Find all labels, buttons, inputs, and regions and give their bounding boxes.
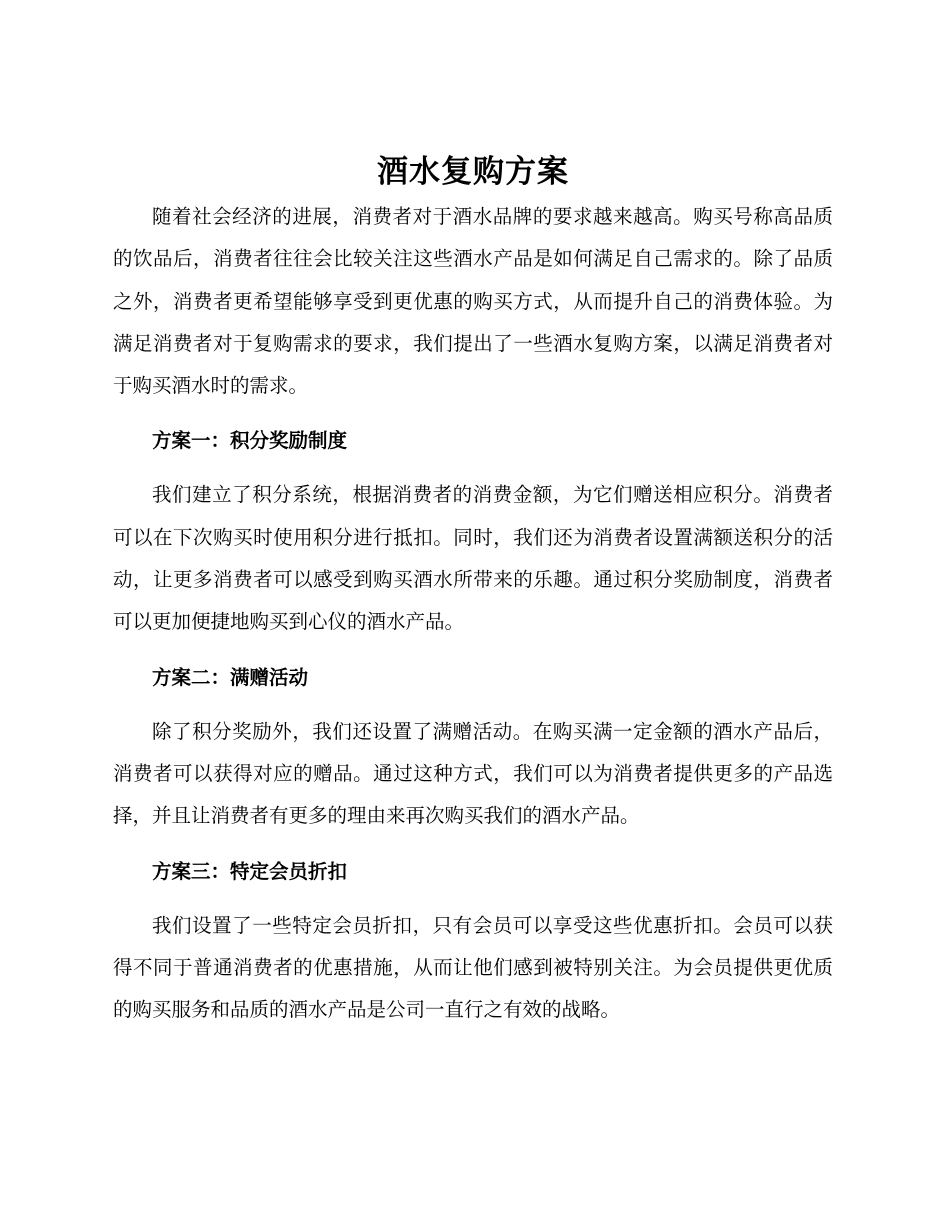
section-body: 我们建立了积分系统，根据消费者的消费金额，为它们赠送相应积分。消费者可以在下次购买时使用积分进行抵扣。同时，我们还为消费者设置满额送积分的活动，让更多消费者可以感受到购买酒水所带来的乐趣。通过积分奖励制度，消费者可以更加便捷地购买到心仪的酒水产品。 xyxy=(113,483,833,634)
section-member-discount xyxy=(113,851,833,1032)
spacer xyxy=(113,644,833,657)
section-body: 除了积分奖励外，我们还设置了满赠活动。在购买满一定金额的酒水产品后，消费者可以获得对应的赠品。通过这种方式，我们可以为消费者提供更多的产品选择，并且让消费者有更多的理由来再次购买我们的酒水产品。 xyxy=(113,719,833,828)
section-body: 我们设置了一些特定会员折扣，只有会员可以享受这些优惠折扣。会员可以获得不同于普通消费者的优惠措施，从而让他们感到被特别关注。为会员提供更优质的购买服务和品质的酒水产品是公司一直行之有效的战略。 xyxy=(113,913,833,1022)
section-heading: 方案三：特定会员折扣 xyxy=(152,859,348,883)
spacer xyxy=(113,838,833,851)
section-points-reward xyxy=(113,420,833,656)
spacer xyxy=(113,699,833,711)
spacer xyxy=(113,407,833,420)
section-heading: 方案一：积分奖励制度 xyxy=(152,429,348,453)
section-heading: 方案二：满赠活动 xyxy=(152,665,309,689)
intro-paragraph: 随着社会经济的进展，消费者对于酒水品牌的要求越来越高。购买号称高品质的饮品后，消费者往往会比较关注这些酒水产品是如何满足自己需求的。除了品质之外，消费者更希望能够享受到更优惠的购买方式，从而提升自己的消费体验。为满足消费者对于复购需求的要求，我们提出了一些酒水复购方案，以满足消费者对于购买酒水时的需求。 xyxy=(113,205,833,398)
spacer xyxy=(113,893,833,905)
section-gift-promotion xyxy=(113,657,833,851)
document-page xyxy=(113,148,833,1031)
spacer xyxy=(113,462,833,474)
document-title: 酒水复购方案 xyxy=(377,154,569,190)
